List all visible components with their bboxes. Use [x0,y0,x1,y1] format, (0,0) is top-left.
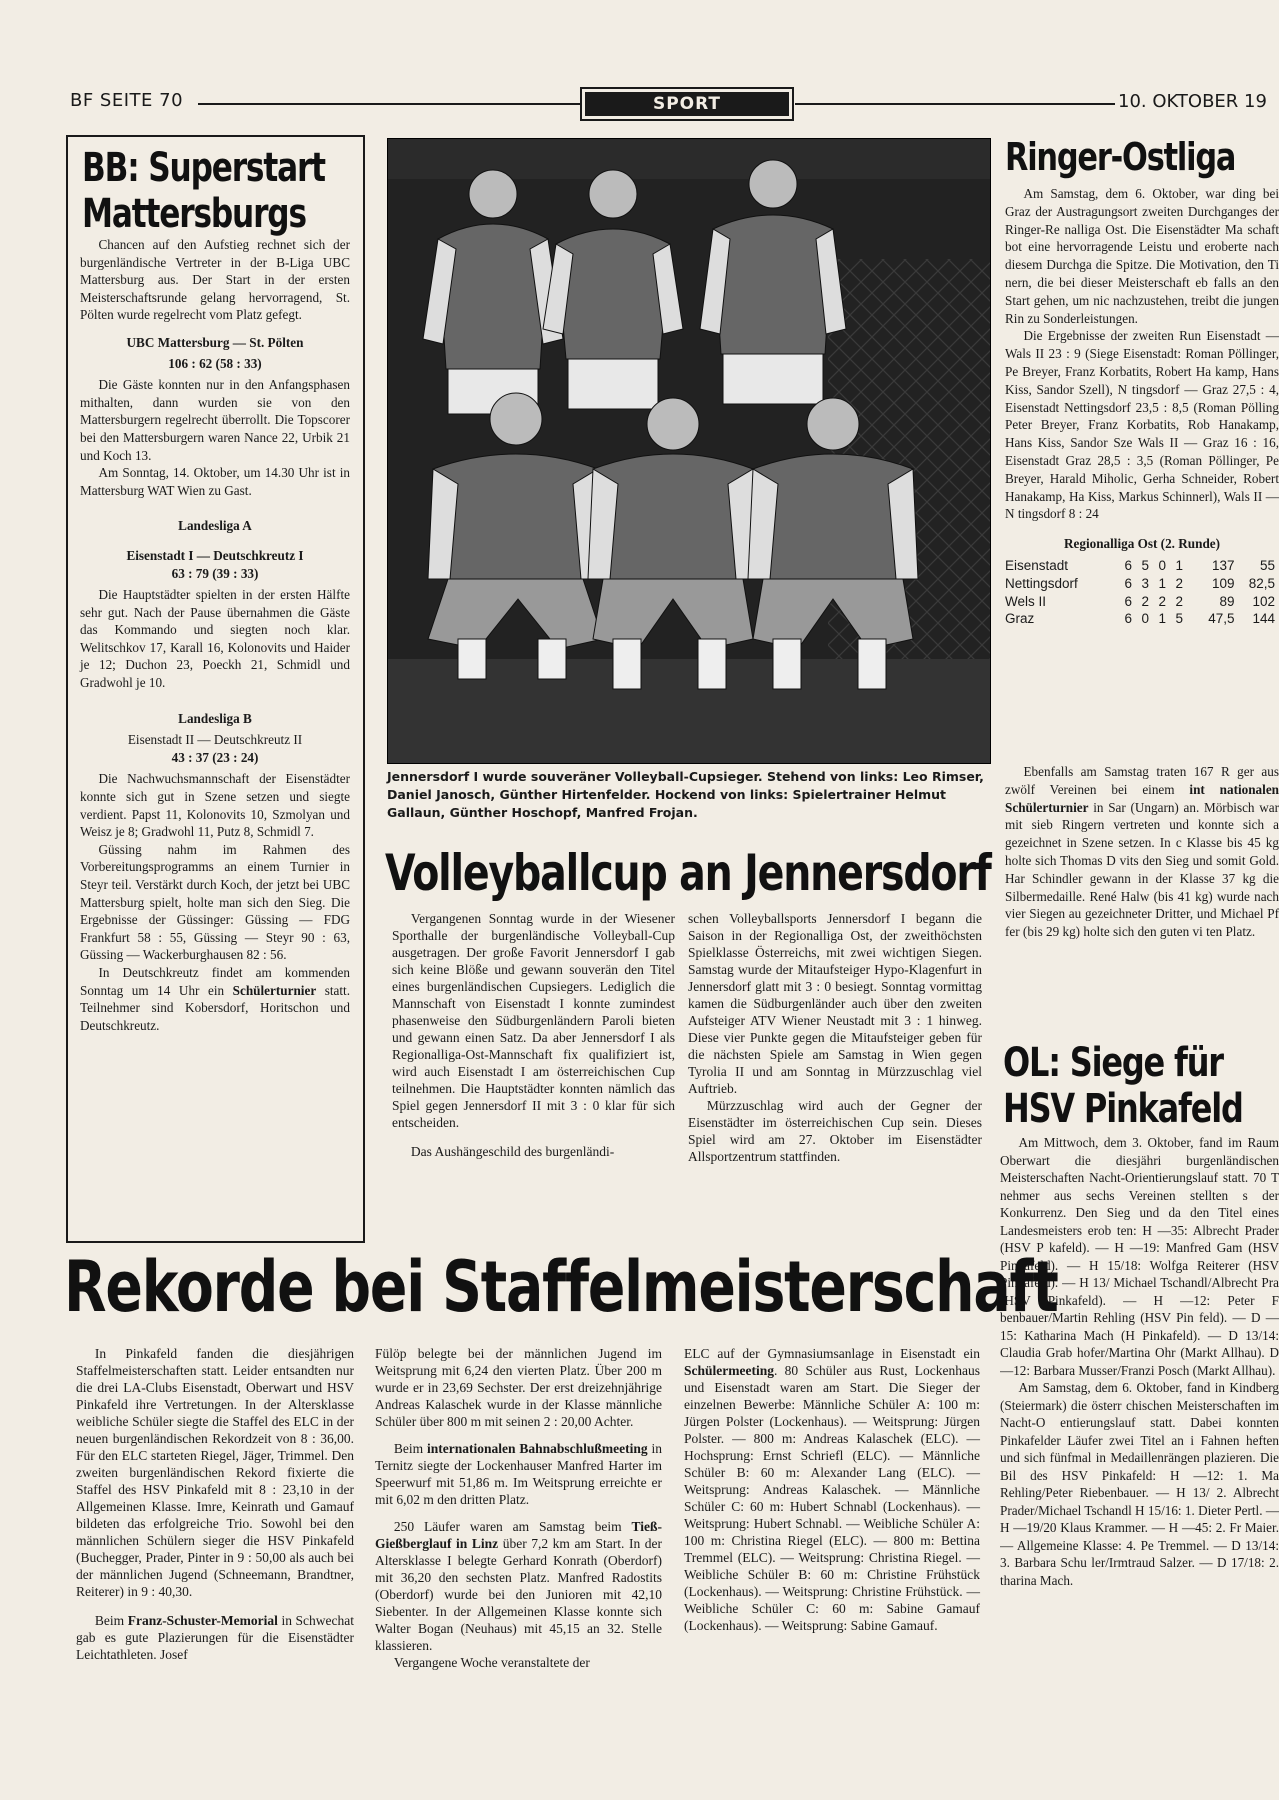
standings-row [1005,593,1275,611]
bold-run: Franz-Schuster-Memorial [127,1613,278,1628]
team-name: Wels II [1005,593,1047,609]
relay-col-2 [375,1345,662,1671]
text-run: über 7,2 km am Start. In der Altersklasse I belegte Gerhard Konrath (Oberdorf) mit 36,20 den sechsten Platz. Manfred Radostits (Oberdorf) wurde bei den Junioren mit 42,10 Siebenter. In der Allgemeinen Klasse konnte sich Walter Bogan (Neuhaus) mit 45,15 an 32. Stelle klassieren. [375,1536,663,1653]
relay-paragraph: Vergangene Woche veranstaltete der [393,1655,590,1670]
volleyball-col-1 [392,910,675,1160]
standings-cell: 2 [1141,593,1150,609]
standings-cell: 6 [1124,575,1133,591]
wrestling-paragraph: Die Ergebnisse der zweiten Run Eisenstadt — Wals II 23 : 9 (Siege Eisenstadt: Roman Pöllinger, Pe Breyer, Franz Korbatits, Robert Ha kamp, Hans Kiss, Sandor Szell), N tingsdorf — Graz 27,5 : 4, Eisenstadt Nettingsdorf 23,5 : 8,5 (Roman Pölling Peter Breyer, Franz Korbatits, Rob Hanakamp, Hans Kiss, Sandor Sze Wals II — Graz 16 : 16, Eisenstadt Graz 28,5 : 3,5 (Roman Pöllinger, Pe Breyer, Harald Miholic, Gerha Schneider, Robert Hanakamp, Ha Kiss, Markus Schinnerl), Wals II — N tingsdorf 8 : 24 [1005,328,1279,522]
bb-gussing: Güssing nahm im Rahmen des Vorbereitungsprogramms an einem Turnier in Steyr teil. Verstärkt durch Koch, der jetzt bei UBC Mattersburg spielt, holte man sich den Sieg. Die Ergebnisse der Güssinger: Güssing — FDG Frankfurt 58 : 55, Güssing — Steyr 90 : 63, Güssing — Wackerburghausen 82 : 56. [80,841,350,963]
bb-match2-text: Die Hauptstädter spielten in der ersten Hälfte sehr gut. Nach der Pause übernahmen die Gäste das Kommando und siegten noch klar. Welitschkov 17, Karall 16, Kolonovits und Haider je 12; Duchon 23, Poeckh 21, Schmidl und Gradwohl je 10. [80,587,350,691]
text-run: In Deutschkreutz findet am kommenden Sonntag um 14 Uhr ein [80,964,350,998]
standings-cell: 1 [1158,611,1167,627]
headline-line-2: HSV Pinkafeld [1003,1086,1243,1132]
bb-match3-score: 43 : 37 (23 : 24) [171,749,259,765]
bold-run: Tieß-Gießberglauf in Linz [375,1519,662,1551]
wrestling-headline: Ringer-Ostliga [1005,135,1236,179]
standings-cell: 137 [1212,557,1235,573]
volleyball-paragraph: schen Volleyballsports Jennersdorf I begann die Saison in der Regionalliga Ost, der zweithöchsten Spielklasse Österreichs, mit zwei wichtigen Siegen. Samstag wurde der Mitaufsteiger Hypo-Klagenfurt in Jennersdorf glatt mit 3 : 0 besiegt. Sonntag vormittag kamen die Südburgenländer auch über den zweiten Aufsteiger ATV Wiener Neustadt mit 3 : 1 hinweg. Diese vier Punkte gegen die Mitaufsteiger geben für die nächsten Spiele am Samstag in Wien gegen Tyrolia II und am Sonntag in Mürzzuschlag viel Auftrieb. [688,911,982,1096]
volleyball-headline: Volleyballcup an Jennersdorf [385,844,991,902]
bb-match1-score: 106 : 62 (58 : 33) [168,355,262,371]
standings-cell: 2 [1175,575,1184,591]
bb-league-b: Landesliga B [178,710,252,726]
text-run: in Ternitz siegte der Lockenhauser Manfred Harter im Speerwurf mit 51,86 m. Im Weitsprung erreichte er mit 6,02 m den dritten Platz. [375,1441,663,1507]
relay-col-3 [684,1345,980,1634]
relay-col-1 [76,1345,354,1663]
relay-headline: Rekorde bei Staffelmeisterschaft [64,1246,1058,1328]
orienteering-paragraph: Am Mittwoch, dem 3. Oktober, fand im Raum Oberwart die diesjähri burgenländischen Meisterschaften Nacht-Orientierungslauf statt. 70 T nehmer aus sechs Vereinen stellten s der Konkurrenz. Den Sieg und da den Titel eines Landesmeisters erob ten: H —35: Albrecht Prader (HSV P kafeld). — H —19: Manfred Gam (HSV Pinkafeld). — H 15/18: Wolfga Reiterer (HSV Pinkafeld). — H 13/ Michael Tschandl/Albrecht Pra (HSV Pinkafeld). — H —12: Peter F benbauer/Martin Rehling (HSV Pin feld). — D —15: Katharina Mach (H Pinkafeld). — D 13/14: Claudia Grab hofer/Martina Ohr (Markt Allhau). D —12: Barbara Musser/Franzi Posch (Markt Allhau). [1000,1135,1279,1378]
bb-match3-text: Die Nachwuchsmannschaft der Eisenstädter konnte sich gut in Szene setzen und siegte verdient. Papst 11, Kolonovits 10, Szmolyan und Weisz je 8; Gradwohl 11, Putz 8, Schmidl 7. [80,771,350,840]
standings-cell: 2 [1158,593,1167,609]
orienteering-article-body [1000,1134,1279,1774]
standings-table [1005,557,1275,628]
section-label [580,87,794,121]
masthead-rule-left [198,103,580,105]
relay-paragraph: In Pinkafeld fanden die diesjährigen Staffelmeisterschaften statt. Leider entsandten nur die drei LA-Clubs Eisenstadt, Oberwart und HSV Pinkafeld ihre Vertretungen. In der Altersklasse weibliche Schüler siegte die Staffel des ELC in der neuen burgenländischen Rekordzeit von 8 : 36,00. Für den ELC starteten Riegel, Jäger, Trimmel. Den zweiten burgenländischen Rekord fixierte die Staffel des HSV Pinkafeld mit 8 : 23,10 in der Allgemeinen Klasse. Imre, Keinrath und Gamauf bildeten das erfolgreiche Trio. Sowohl bei den männlichen Schülern sieger die HSV Pinkafeld (Buchegger, Prader, Pinter in 9 : 50,00 als auch bei der männlichen Jugend (Schneemann, Brandtner, Reiterer) in 9 : 40,30. [76,1346,354,1599]
text-run: in Schwechat gab es gute Plazierungen für die Eisenstädter Leichtathleten. Josef [76,1613,355,1662]
text-run: ELC auf der Gymnasiumsanlage in Eisenstadt ein [684,1346,980,1361]
headline-line-2: Mattersburgs [82,191,306,237]
basketball-article-body [80,236,350,1034]
text-run: 250 Läufer waren am Samstag beim [393,1519,622,1534]
volleyball-paragraph: Mürzzuschlag wird auch der Gegner der Eisenstädter im österreichischen Cup sein. Dieses Spiel wird am 27. Oktober im Eisenstädter Allsportzentrum stattfinden. [688,1098,982,1164]
relay-paragraph [684,1345,980,1634]
photo-caption: Jennersdorf I wurde souveräner Volleyball-Cupsieger. Stehend von links: Leo Rimser, Daniel Janosch, Günther Hirtenfelder. Hockend von links: Spielertrainer Helmut Gallaun, Günther Hoschopf, Manfred Frojan. [387,769,984,820]
standings-cell: 3 [1141,575,1150,591]
text-run: Beim [393,1441,424,1456]
bold-run: Schülermeeting [684,1363,774,1378]
standings-cell: 144 [1252,611,1275,627]
text-run: Ebenfalls am Samstag traten 167 R ger aus zwölf Vereinen bei einem [1005,764,1279,797]
standings-cell: 1 [1175,557,1184,573]
bold-run: internationalen Bahnabschlußmeeting [427,1441,648,1456]
issue-date: 10. OKTOBER 19 [1118,91,1267,112]
standings-cell: 6 [1124,557,1133,573]
relay-paragraph [375,1440,662,1508]
basketball-headline [82,145,325,237]
bb-match2-score: 63 : 79 (39 : 33) [171,565,259,581]
standings-cell: 6 [1124,593,1133,609]
team-photo-illustration [388,139,990,763]
standings-cell: 0 [1141,611,1150,627]
bb-league-a: Landesliga A [178,518,252,534]
bold-run: Schülerturnier [232,982,317,998]
standings-row [1005,557,1275,575]
bold-run: int nationalen Schülerturnier [1005,781,1279,815]
standings-cell: 1 [1158,575,1167,591]
wrestling-paragraph: Am Samstag, dem 6. Oktober, war ding bei Graz der Austragungsort zweiten Durchganges der Ringer-Re nalliga Ost. Die Eisenstädter Ma schaft bot eine hervorragende Leistu und eroberte nach diesem Durchga die Spitze. Die Motivation, den Ti nern, die bei dieser Meisterschaft eb falls an den Start gehen, um nic nachzustehen, treibt die jungen Rin zu Sonderleistungen. [1005,186,1279,326]
standings-cell: 5 [1175,611,1184,627]
orienteering-paragraph: Am Samstag, dem 6. Oktober, fand in Kindberg (Steiermark) die österr chischen Meisterschaften im Nacht-O entierungslauf statt. Dabei konnten Pinkafelder Läufer zwei Titel an i Fahnen heften und sich fünfmal in Medaillenrängen plazieren. Die Bil des HSV Pinkafeld: H —12: 1. Ma Rehling/Peter Riebenbauer. — H 13/ 2. Albrecht Prader/Michael Tschandl H 15/16: 1. Dieter Pertl. — H —19/20 Klaus Krammer. — H —45: 2. Fr Maier. — Allgemeine Klasse: 4. Pe Tremmel. — D 13/14: 3. Barbara Schu ler/Irmtraud Salzer. — D 17/18: 2. tharina Mach. [1000,1380,1279,1588]
bb-match2-title: Eisenstadt I — Deutschkreutz I [126,547,304,563]
headline-line-1: BB: Superstart [82,145,325,191]
bb-match1-title: UBC Mattersburg — St. Pölten [126,334,304,350]
standings-cell: 2 [1175,593,1184,609]
masthead-rule-right [795,103,1115,105]
text-run: statt. Teilnehmer sind Kobersdorf, Horitschon und Deutschkreutz. [80,982,351,1033]
standings-row [1005,575,1275,593]
standings-cell: 89 [1219,593,1235,609]
bb-match1-text: Die Gäste konnten nur in den Anfangsphasen mithalten, dann wurden sie von den Mattersburgern regelrecht überrollt. Die Topscorer bei den Mattersburgern waren Nance 22, Urbik 21 und Koch 13. [80,377,350,463]
text-run: Beim [94,1613,125,1628]
headline-line-1: OL: Siege für [1003,1040,1223,1086]
standings-cell: 5 [1141,557,1150,573]
relay-paragraph: Fülöp belegte bei der männlichen Jugend im Weitsprung mit 6,24 den vierten Platz. Über 200 m wurde er in 23,69 Sechster. Der erst dreizehnjährige Andreas Kalaschek wurde in der Klasse männliche Schüler über 800 m mit seinen 2 : 20,00 Achter. [375,1346,662,1429]
standings-cell: 0 [1158,557,1167,573]
bb-match1-next: Am Sonntag, 14. Oktober, um 14.30 Uhr ist in Mattersburg WAT Wien zu Gast. [80,465,350,498]
standings-row [1005,610,1275,628]
page-number: BF SEITE 70 [70,90,184,111]
text-run: . 80 Schüler aus Rust, Lockenhaus und Eisenstadt waren am Start. Die Sieger der einzelnen Bewerbe: Männliche Schüler A: 100 m: Jürgen Polster (Lockenhaus). — Weitsprung: Jürgen Polster. — 800 m: Andreas Kalaschek (ELC). — Hochsprung: Ernst Schriefl (ELC). — Männliche Schüler B: 60 m: Alexander Lang (ELC). — Weitsprung: Andreas Kalaschek. — Männliche Schüler C: 60 m: Hubert Schnabl (Lockenhaus). — Weitsprung: Hubert Schnabl. — Weibliche Schüler A: 100 m: Christina Riegel (ELC). — 800 m: Bettina Tremmel (ELC). — Weitsprung: Christina Riegel. — Weibliche Schüler B: 60 m: Christine Frühstück (Lockenhaus). — Weitsprung: Christine Frühstück. — Weibliche Schüler C: 60 m: Sabine Gamauf (Lockenhaus). — Weitsprung: Sabine Gamauf. [684,1363,980,1633]
section-title: SPORT [652,94,722,114]
standings-cell: 6 [1124,611,1133,627]
team-name: Eisenstadt [1005,557,1069,573]
bb-deutschkreutz [80,964,350,1034]
team-name: Graz [1005,611,1035,627]
standings-cell: 82,5 [1248,575,1275,591]
relay-paragraph [375,1518,662,1654]
standings-title: Regionalliga Ost (2. Runde) [1063,536,1221,552]
standings-cell: 55 [1259,557,1275,573]
volleyball-col-2 [688,910,982,1165]
relay-paragraph [76,1612,354,1663]
team-name: Nettingsdorf [1005,575,1078,591]
wrestling-article-body [1005,185,1279,757]
volleyball-paragraph: Vergangenen Sonntag wurde in der Wiesener Sporthalle der burgenländische Volleyball-Cup ausgetragen. Der große Favorit Jennersdorf I gab sich keine Blöße und gewann souverän den Titel eines burgenländischen Cupsiegers. Lediglich die Mannschaft von Eisenstadt I konnte zumindest phasenweise den Südburgenländern Paroli bieten und gewann einen Satz. Da aber Jennersdorf I als Regionalliga-Ost-Mannschaft fix qualifiziert ist, wird auch Eisenstadt I am österreichischen Cup teilnehmen. Die Hauptstädter konnten nämlich das Spiel gegen Jennersdorf II mit 3 : 0 klar für sich entscheiden. [392,911,675,1130]
bb-match3-title: Eisenstadt II — Deutschkreutz II [127,732,303,748]
bb-intro: Chancen auf den Aufstieg rechnet sich der burgenländische Vertreter in der B-Liga UBC Mattersburg aus. Der Start in der ersten Meisterschaftsrunde gelang hervorragend, St. Pölten wurde regelrecht vom Platz gefegt. [80,237,350,323]
text-run: in Sar (Ungarn) an. Mörbisch war mit sieb Ringern vertreten und konnte sich a gezeichnet in Szene setzen. In c Klasse bis 45 kg holte sich Thomas D vits den Sieg und somit Gold. Har Schindler gewann in der Klasse 37 kg die Silbermedaille. René Halw (bis 41 kg) wurde nach vier Siegen au gezeichneter Dritter, und Michael Pf fer (bis 29 kg) holte sich den guten vi ten Platz. [1005,799,1279,940]
volleyball-paragraph: Das Aushängeschild des burgenländi- [410,1144,615,1159]
orienteering-headline [1003,1040,1243,1132]
standings-cell: 102 [1252,593,1275,609]
team-photo [387,138,991,764]
standings-cell: 47,5 [1208,611,1235,627]
standings-cell: 109 [1212,575,1235,591]
wrestling-article-body-2 [1005,763,1279,1025]
wrestling-paragraph [1005,763,1279,941]
